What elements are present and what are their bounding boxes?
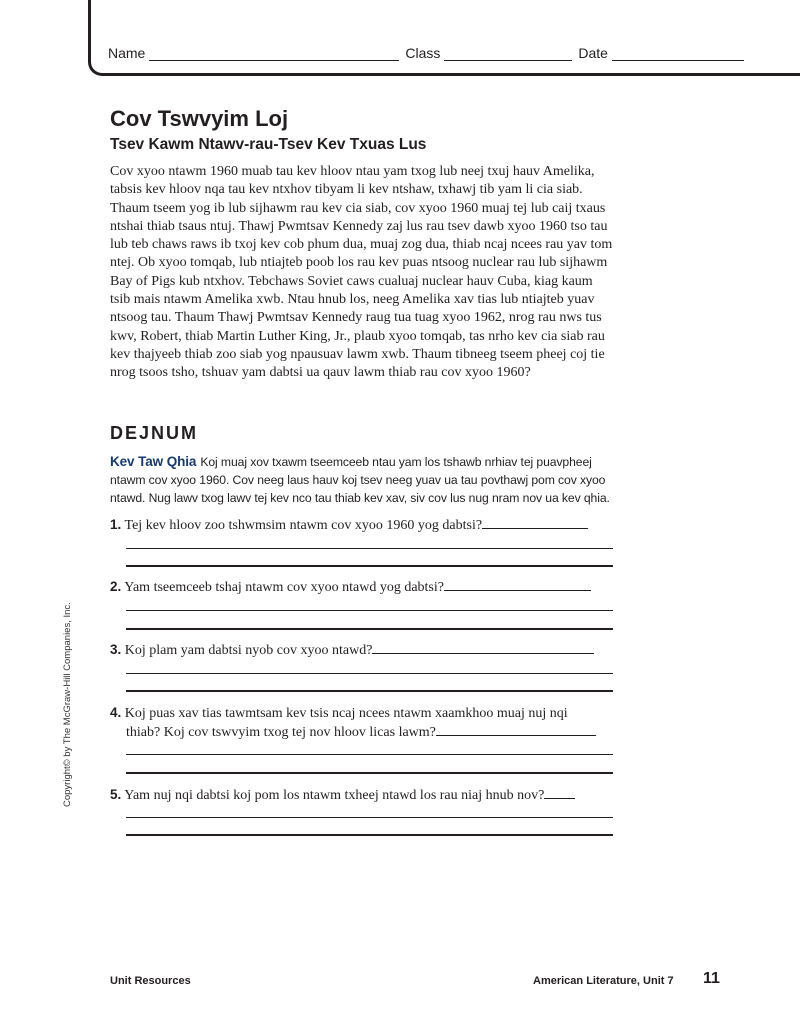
directions-label: Kev Taw Qhia <box>110 454 197 469</box>
question-4: 4. Koj puas xav tias tawmtsam kev tsis ncaj ncees ntawm xaamkhoo muaj nuj nqi thiab? Koj cov tswvyim txog tej nov hloov licas lawm? <box>110 703 613 742</box>
directions <box>110 453 615 507</box>
date-field[interactable] <box>612 47 744 61</box>
answer-line[interactable] <box>126 610 613 611</box>
question-text: Koj puas xav tias tawmtsam kev tsis ncaj ncees ntawm xaamkhoo muaj nuj nqi <box>124 706 568 721</box>
page-subtitle: Tsev Kawm Ntawv-rau-Tsev Kev Txuas Lus <box>110 136 427 153</box>
answer-line[interactable] <box>372 642 594 654</box>
footer-left: Unit Resources <box>110 975 191 987</box>
question-text-cont: thiab? Koj cov tswvyim txog tej nov hloov licas lawm? <box>126 725 436 740</box>
header-frame <box>88 0 800 76</box>
question-text: Yam tseemceeb tshaj ntawm cov xyoo ntawd yog dabtsi? <box>124 580 444 595</box>
answer-line[interactable] <box>436 724 596 736</box>
copyright-notice: Copyright© by The McGraw-Hill Companies, Inc. <box>62 602 73 807</box>
date-label: Date <box>578 45 608 61</box>
question-5: 5. Yam nuj nqi dabtsi koj pom los ntawm txheej ntawd los rau niaj hnub nov? <box>110 785 613 805</box>
name-field[interactable] <box>149 47 399 61</box>
answer-line[interactable] <box>126 565 613 567</box>
answer-line[interactable] <box>126 673 613 674</box>
question-3: 3. Koj plam yam dabtsi nyob cov xyoo ntawd? <box>110 640 613 660</box>
answer-line[interactable] <box>126 690 613 692</box>
question-1: 1. Tej kev hloov zoo tshwmsim ntawm cov xyoo 1960 yog dabtsi? <box>110 515 613 535</box>
page-number: 11 <box>703 970 720 987</box>
answer-line[interactable] <box>126 834 613 836</box>
section-heading: DEJNUM <box>110 423 199 443</box>
question-text: Tej kev hloov zoo tshwmsim ntawm cov xyoo 1960 yog dabtsi? <box>124 518 483 533</box>
reading-passage: Cov xyoo ntawm 1960 muab tau kev hloov ntau yam txog lub neej txuj hauv Amelika, tabsis kev hloov nqa tau kev ntxhov tibyam li kev ntshaw, txhawj tib yam li cia siab. Thaum tseem yog ib lub sijhawm rau kev cia siab, cov xyoo 1960 muaj tej lub caij txaus ntshai thiab tsaus ntuj. Thawj Pwmtsav Kennedy zaj lus rau tsev dawb xyoo 1960 tso tau lub teb chaws raws ib txoj kev cob phum dua, muaj zog dua, thiab ncaj ncees rau yav tom ntej. Ob xyoo tomqab, lub ntiajteb poob los rau kev puas ntsoog nuclear rau lub sijhawm Bay of Pigs kub ntxhov. Tebchaws Soviet caws cualuaj nuclear hauv Cuba, kiag kaum tsib mais ntawm Amelika xwb. Ntau hnub los, neeg Amelika xav tias lub ntiajteb yuav ntsoog tau. Thaum Thawj Pwmtsav Kennedy raug tua tuag xyoo 1962, nrog rau nws tus kwv, Robert, thiab Martin Luther King, Jr., plaub xyoo tomqab, tas nrho kev cia siab rau kev thajyeeb thiab zoo siab yog npausuav lawm xwb. Thaum tibneeg tseem pheej coj tie nrog tsoos tsho, tshuav yam dabtsi ua qauv lawm thiab rau cov xyoo 1960? <box>110 164 613 381</box>
class-field[interactable] <box>444 47 572 61</box>
answer-line[interactable] <box>126 772 613 774</box>
answer-line[interactable] <box>126 817 613 818</box>
directions-text: Koj muaj xov txawm tseemceeb ntau yam los tshawb nrhiav tej puavpheej ntawm cov xyoo 1960. Cov neeg laus hauv koj tsev neeg yuav ua tau povthawj pom cov xyoo ntawd. Nug lawv txog lawv tej kev nco tau thiab kev xav, siv cov lus nug nram nov ua kev qhia. <box>110 455 610 505</box>
answer-line[interactable] <box>126 548 613 549</box>
class-label: Class <box>405 45 441 61</box>
footer-right: American Literature, Unit 7 <box>533 975 674 987</box>
header-fields <box>108 45 744 61</box>
answer-line[interactable] <box>126 754 613 755</box>
answer-line[interactable] <box>126 628 613 630</box>
answer-line[interactable] <box>444 579 591 591</box>
answer-line[interactable] <box>482 517 588 529</box>
answer-line[interactable] <box>544 787 575 799</box>
question-2: 2. Yam tseemceeb tshaj ntawm cov xyoo ntawd yog dabtsi? <box>110 577 613 597</box>
question-text: Koj plam yam dabtsi nyob cov xyoo ntawd? <box>124 643 373 658</box>
question-text: Yam nuj nqi dabtsi koj pom los ntawm txheej ntawd los rau niaj hnub nov? <box>124 788 545 803</box>
name-label: Name <box>108 45 146 61</box>
page-title: Cov Tswvyim Loj <box>110 106 289 131</box>
